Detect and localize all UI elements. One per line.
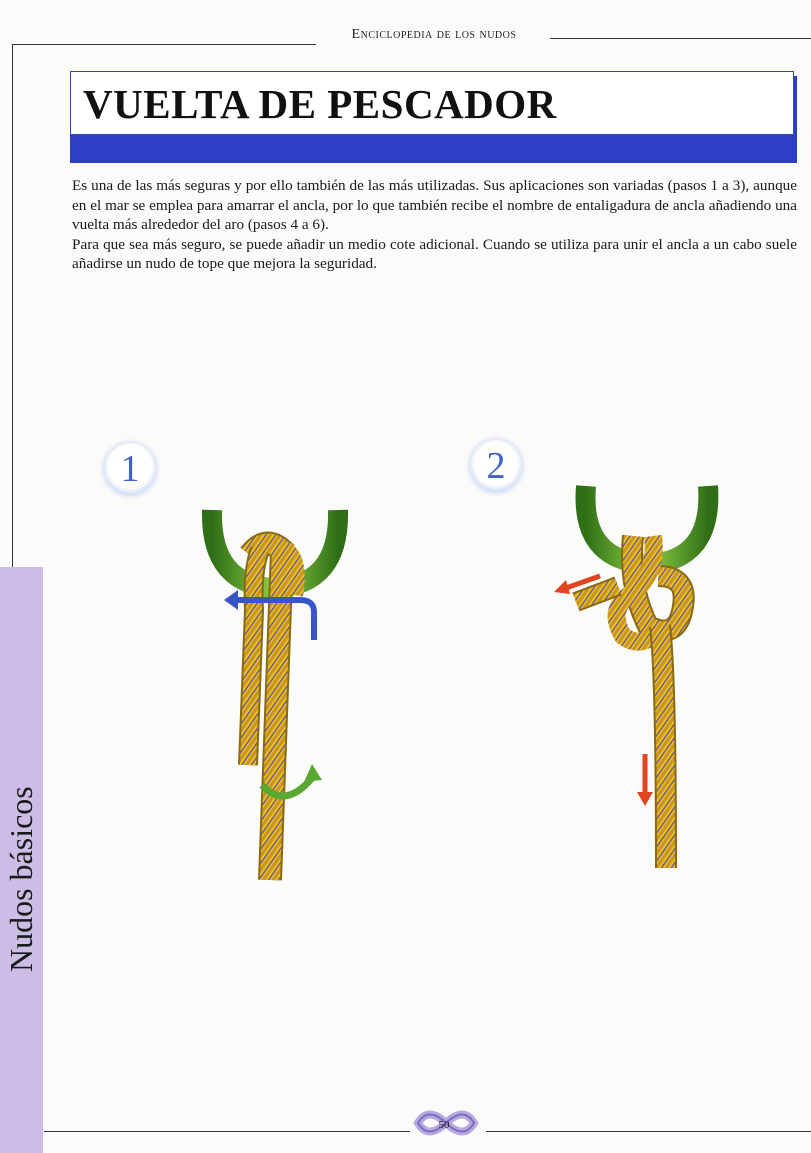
header-rule-left [12,44,316,45]
rope-ring-step-1-icon [190,480,370,900]
section-side-label: Nudos básicos [3,786,39,972]
title-accent-bar [70,135,797,163]
title-box-shadow [794,76,797,136]
intro-paragraph-2: Para que sea más seguro, se puede añadir un medio cote adicional. Cuando se utiliza para unir el ancla a un cabo suele añadirse un nudo de tope que mejora la seguridad. [72,235,797,272]
page-number: 50 [438,1119,450,1131]
rope-ring-step-2-icon [548,476,738,886]
footer-rule-right [486,1131,811,1132]
step-number-2: 2 [470,440,522,492]
title-box [70,71,794,135]
header-rule-right [550,38,811,39]
intro-paragraph-1: Es una de las más seguras y por ello también de las más utilizadas. Sus aplicaciones son variadas (pasos 1 a 3), aunque en el mar se emplea para amarrar el ancla, por lo que también recibe el nombre de entaligadura de ancla añadiendo una vuelta más alrededor del aro (pasos 4 a 6). [72,177,797,233]
intro-text [72,176,797,274]
step-number-1: 1 [104,443,156,495]
page-title: VUELTA DE PESCADOR [83,81,557,127]
footer-rule-left [44,1131,410,1132]
running-header: Enciclopedia de los nudos [351,27,517,42]
